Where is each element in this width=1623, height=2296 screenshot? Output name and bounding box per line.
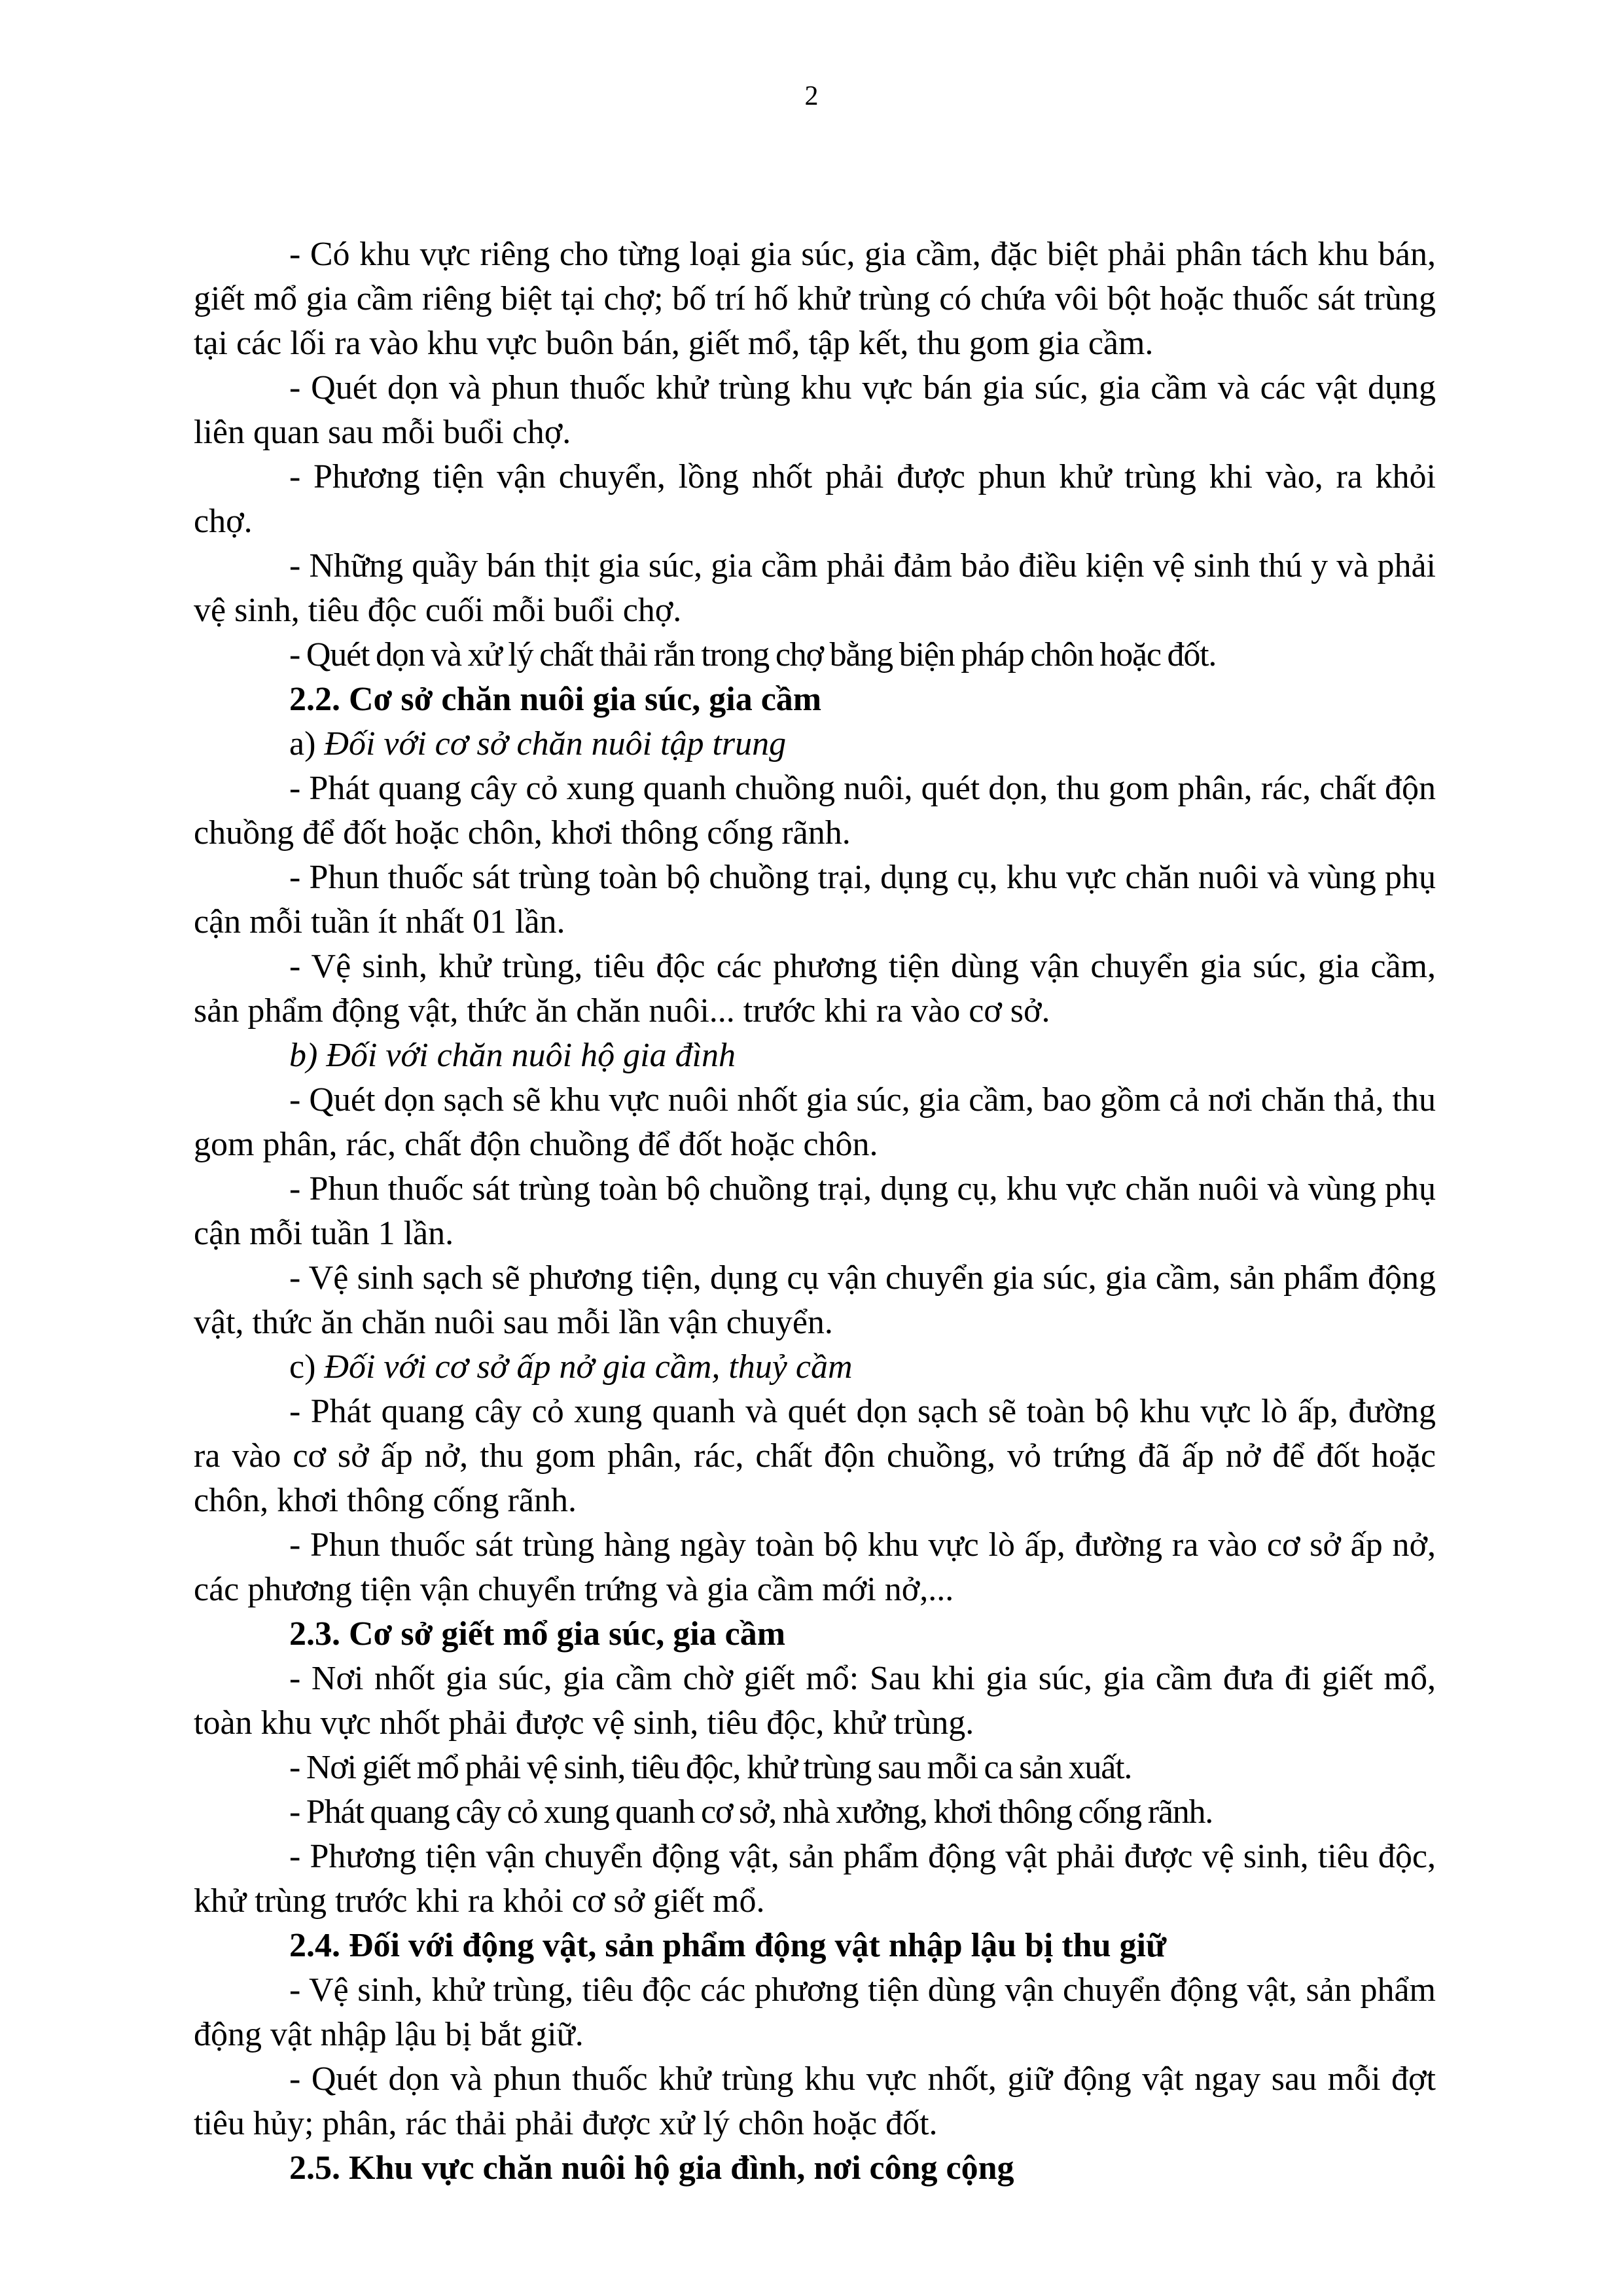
section-2-4-heading: 2.4. Đối với động vật, sản phẩm động vật nhập lậu bị thu giữ	[289, 1927, 1167, 1964]
subsection-a-item-1: - Phát quang cây cỏ xung quanh chuồng nuôi, quét dọn, thu gom phân, rác, chất độn chuồng để đốt hoặc chôn, khơi thông cống rãnh.	[194, 770, 1436, 852]
market-item-2: - Quét dọn và phun thuốc khử trùng khu vực bán gia súc, gia cầm và các vật dụng liên quan sau mỗi buổi chợ.	[194, 369, 1436, 451]
subsection-b-title: b) Đối với chăn nuôi hộ gia đình	[289, 1037, 736, 1074]
subsection-c-marker: c)	[289, 1348, 316, 1386]
section-2-5-heading: 2.5. Khu vực chăn nuôi hộ gia đình, nơi công cộng	[289, 2149, 1014, 2187]
section-2-4-item-2: - Quét dọn và phun thuốc khử trùng khu vực nhốt, giữ động vật ngay sau mỗi đợt tiêu hủy; phân, rác thải phải được xử lý chôn hoặc đốt.	[194, 2060, 1436, 2142]
market-item-4: - Những quầy bán thịt gia súc, gia cầm phải đảm bảo điều kiện vệ sinh thú y và phải vệ sinh, tiêu độc cuối mỗi buổi chợ.	[194, 547, 1436, 629]
subsection-c-item-1: - Phát quang cây cỏ xung quanh và quét dọn sạch sẽ toàn bộ khu vực lò ấp, đường ra vào cơ sở ấp nở, thu gom phân, rác, chất độn chuồng, vỏ trứng đã ấp nở để đốt hoặc chôn, khơi thông cống rãnh.	[194, 1393, 1436, 1519]
section-2-3-heading: 2.3. Cơ sở giết mổ gia súc, gia cầm	[289, 1615, 786, 1653]
subsection-c-item-2: - Phun thuốc sát trùng hàng ngày toàn bộ khu vực lò ấp, đường ra vào cơ sở ấp nở, các phương tiện vận chuyển trứng và gia cầm mới nở,...	[194, 1526, 1436, 1608]
market-item-5: - Quét dọn và xử lý chất thải rắn trong chợ bằng biện pháp chôn hoặc đốt.	[289, 636, 1217, 673]
subsection-a-text: Đối với cơ sở chăn nuôi tập trung	[315, 725, 787, 762]
subsection-c-text: Đối với cơ sở ấp nở gia cầm, thuỷ cầm	[315, 1348, 853, 1386]
subsection-a-title	[194, 722, 1436, 766]
page-number: 2	[804, 81, 819, 111]
subsection-a-item-2: - Phun thuốc sát trùng toàn bộ chuồng trại, dụng cụ, khu vực chăn nuôi và vùng phụ cận mỗi tuần ít nhất 01 lần.	[194, 859, 1436, 941]
market-item-1: - Có khu vực riêng cho từng loại gia súc, gia cầm, đặc biệt phải phân tách khu bán, giết mổ gia cầm riêng biệt tại chợ; bố trí hố khử trùng có chứa vôi bột hoặc thuốc sát trùng tại các lối ra vào khu vực buôn bán, giết mổ, tập kết, thu gom gia cầm.	[194, 236, 1436, 362]
section-2-4-item-1: - Vệ sinh, khử trùng, tiêu độc các phương tiện dùng vận chuyển động vật, sản phẩm động vật nhập lậu bị bắt giữ.	[194, 1971, 1436, 2053]
subsection-b-item-2: - Phun thuốc sát trùng toàn bộ chuồng trại, dụng cụ, khu vực chăn nuôi và vùng phụ cận mỗi tuần 1 lần.	[194, 1170, 1436, 1252]
section-2-3-item-2: - Nơi giết mổ phải vệ sinh, tiêu độc, khử trùng sau mỗi ca sản xuất.	[289, 1749, 1132, 1786]
section-2-3-item-1: - Nơi nhốt gia súc, gia cầm chờ giết mổ: Sau khi gia súc, gia cầm đưa đi giết mổ, toàn khu vực nhốt phải được vệ sinh, tiêu độc, khử trùng.	[194, 1660, 1436, 1742]
subsection-a-marker: a)	[289, 725, 316, 762]
section-2-3-item-4: - Phương tiện vận chuyển động vật, sản phẩm động vật phải được vệ sinh, tiêu độc, khử trùng trước khi ra khỏi cơ sở giết mổ.	[194, 1838, 1436, 1920]
subsection-c-title	[194, 1345, 1436, 1390]
subsection-a-item-3: - Vệ sinh, khử trùng, tiêu độc các phương tiện dùng vận chuyển gia súc, gia cầm, sản phẩm động vật, thức ăn chăn nuôi... trước khi ra vào cơ sở.	[194, 948, 1436, 1030]
subsection-b-item-3: - Vệ sinh sạch sẽ phương tiện, dụng cụ vận chuyển gia súc, gia cầm, sản phẩm động vật, thức ăn chăn nuôi sau mỗi lần vận chuyển.	[194, 1259, 1436, 1341]
section-2-2-heading: 2.2. Cơ sở chăn nuôi gia súc, gia cầm	[289, 681, 822, 718]
subsection-b-item-1: - Quét dọn sạch sẽ khu vực nuôi nhốt gia súc, gia cầm, bao gồm cả nơi chăn thả, thu gom phân, rác, chất độn chuồng để đốt hoặc chôn.	[194, 1081, 1436, 1163]
market-item-3: - Phương tiện vận chuyển, lồng nhốt phải được phun khử trùng khi vào, ra khỏi chợ.	[194, 458, 1436, 540]
section-2-3-item-3: - Phát quang cây cỏ xung quanh cơ sở, nhà xưởng, khơi thông cống rãnh.	[289, 1793, 1213, 1831]
document-body	[194, 232, 1436, 2191]
